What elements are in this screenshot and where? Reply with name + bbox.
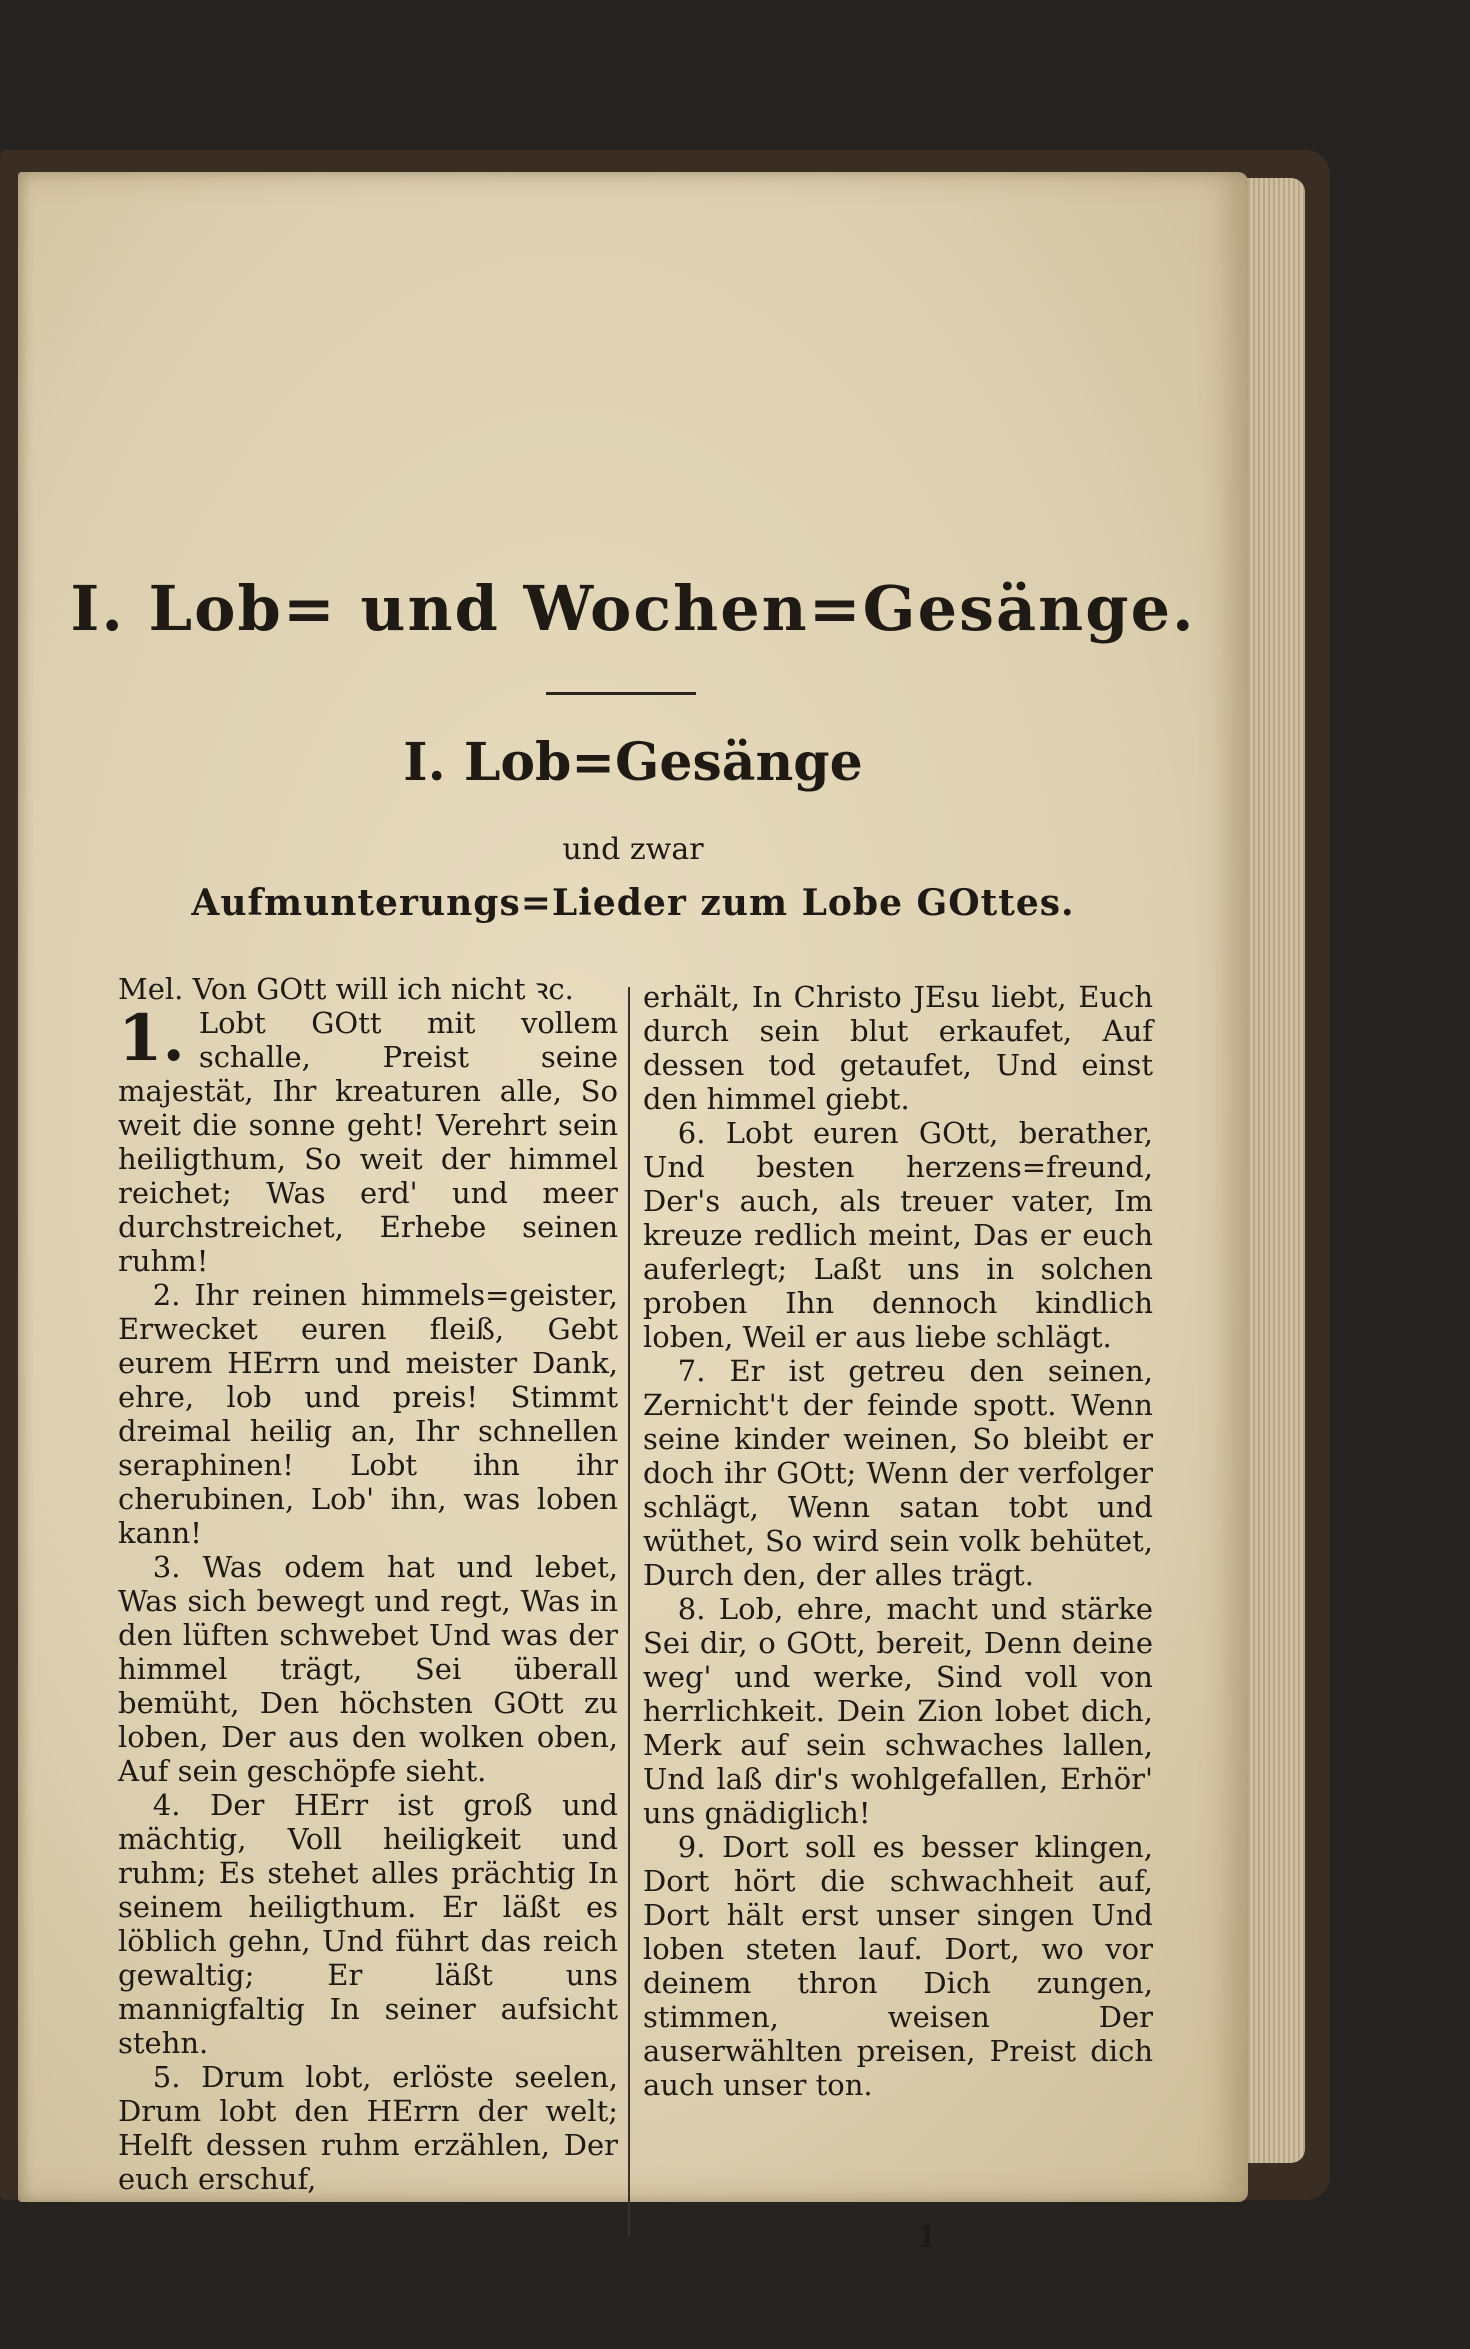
verse-2: 2. Ihr reinen himmels=geister, Erwecket euren fleiß, Gebt eurem HErrn und meister Dank, ehre, lob und preis! Stimmt dreimal heilig an, Ihr schnellen seraphinen! Lobt ihn ihr cherubinen, Lob' ihn, was loben kann! [118, 1278, 618, 1550]
melody-note: Mel. Von GOtt will ich nicht ꝛc. [118, 972, 574, 1006]
verse-5: 5. Drum lobt, erlöste seelen, Drum lobt den HErrn der welt; Helft dessen ruhm erzählen, Der euch erschuf, [118, 2060, 618, 2196]
verse-3: 3. Was odem hat und lebet, Was sich bewegt und regt, Was in den lüften schwebet Und was der himmel trägt, Sei überall bemüht, Den höchsten GOtt zu loben, Der aus den wolken oben, Auf sein geschöpfe sieht. [118, 1550, 618, 1788]
verse-6: 6. Lobt euren GOtt, berather, Und besten herzens=freund, Der's auch, als treuer vater, Im kreuze redlich meint, Das er euch auferlegt; Laßt uns in solchen proben Ihn dennoch kindlich loben, Weil er aus liebe schlägt. [643, 1116, 1153, 1354]
column-divider [628, 987, 630, 2237]
verse-4: 4. Der HErr ist groß und mächtig, Voll heiligkeit und ruhm; Es stehet alles prächtig In seinem heiligthum. Er läßt es löblich gehn, Und führt das reich gewaltig; Er läßt uns mannigfaltig In seiner aufsicht stehn. [118, 1788, 618, 2060]
right-column [643, 980, 1153, 2102]
heading-rule [546, 692, 696, 695]
subsection-heading: I. Lob=Gesänge [403, 732, 863, 793]
verse-8: 8. Lob, ehre, macht und stärke Sei dir, o GOtt, bereit, Denn deine weg' und werke, Sind voll von herrlichkeit. Dein Zion lobet dich, Merk auf sein schwaches lallen, Und laß dir's wohlgefallen, Erhör' uns gnädiglich! [643, 1592, 1153, 1830]
verse-7: 7. Er ist getreu den seinen, Zernicht't der feinde spott. Wenn seine kinder weinen, So bleibt er doch ihr GOtt; Wenn der verfolger schlägt, Wenn satan tobt und wüthet, So wird sein volk behütet, Durch den, der alles trägt. [643, 1354, 1153, 1592]
verse-1-text: Lobt GOtt mit vollem schalle, Preist seine majestät, Ihr kreaturen alle, So weit die sonne geht! Verehrt sein heiligthum, So weit der himmel reichet; Was erd' und meer durchstreichet, Erhebe seinen ruhm! [118, 1006, 618, 1278]
subsection-title: Aufmunterungs=Lieder zum Lobe GOttes. [191, 882, 1075, 924]
verse-5-continued: erhält, In Christo JEsu liebt, Euch durch sein blut erkaufet, Auf dessen tod getaufet, Und einst den himmel giebt. [643, 980, 1153, 1116]
left-column [118, 972, 618, 2196]
book-page [18, 172, 1248, 2255]
section-heading: I. Lob= und Wochen=Gesänge. [70, 572, 1196, 645]
verse-1 [118, 1001, 618, 1278]
verse-9: 9. Dort soll es besser klingen, Dort hört die schwachheit auf, Dort hält erst unser singen Und loben steten lauf. Dort, wo vor deinem thron Dich zungen, stimmen, weisen Der auserwählten preisen, Preist dich auch unser ton. [643, 1830, 1153, 2102]
verse-1-number: 1. [118, 1001, 185, 1076]
page-number: 1 [916, 2220, 937, 2255]
subsection-line: und zwar [562, 832, 704, 867]
